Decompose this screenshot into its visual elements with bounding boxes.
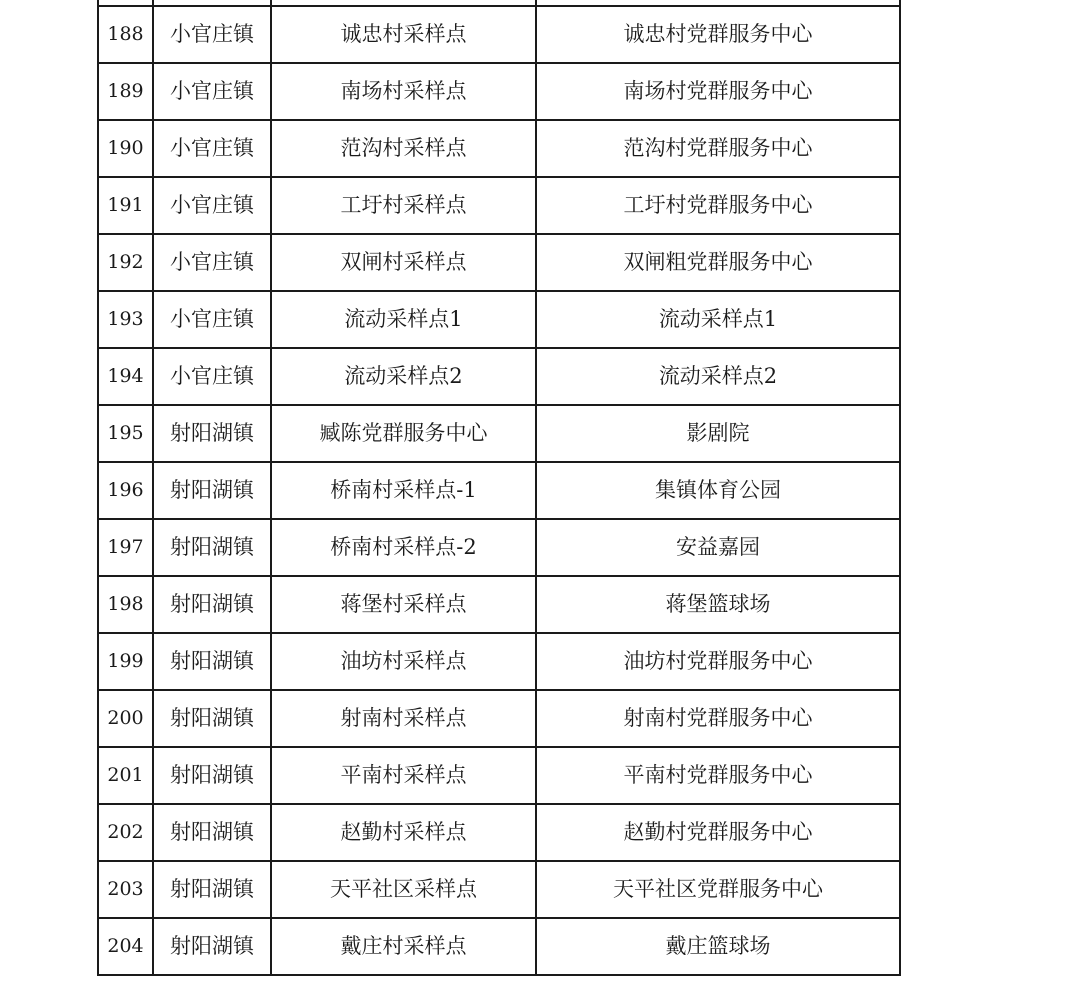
location-cell: 集镇体育公园 (536, 462, 900, 519)
row-number: 198 (98, 576, 153, 633)
town-cell: 射阳湖镇 (153, 633, 271, 690)
sampling-site-cell: 桥南村采样点-2 (271, 519, 536, 576)
town-cell: 小官庄镇 (153, 177, 271, 234)
row-number: 203 (98, 861, 153, 918)
location-cell: 戴庄篮球场 (536, 918, 900, 975)
location-cell: 赵勤村党群服务中心 (536, 804, 900, 861)
table-row (98, 234, 900, 291)
table-row (98, 462, 900, 519)
table-row (98, 576, 900, 633)
table-row (98, 6, 900, 63)
location-cell: 平南村党群服务中心 (536, 747, 900, 804)
row-number: 193 (98, 291, 153, 348)
sampling-site-cell: 流动采样点1 (271, 291, 536, 348)
sampling-site-cell: 射南村采样点 (271, 690, 536, 747)
location-cell: 工圩村党群服务中心 (536, 177, 900, 234)
row-number: 192 (98, 234, 153, 291)
table-row (98, 348, 900, 405)
sampling-site-cell: 流动采样点2 (271, 348, 536, 405)
location-cell: 南场村党群服务中心 (536, 63, 900, 120)
table-row (98, 747, 900, 804)
town-cell: 射阳湖镇 (153, 462, 271, 519)
sampling-site-cell: 臧陈党群服务中心 (271, 405, 536, 462)
table-row (98, 633, 900, 690)
table-row (98, 690, 900, 747)
row-number: 190 (98, 120, 153, 177)
town-cell: 小官庄镇 (153, 63, 271, 120)
sampling-site-cell: 南场村采样点 (271, 63, 536, 120)
table-row (98, 63, 900, 120)
table-row (98, 918, 900, 975)
row-number: 191 (98, 177, 153, 234)
location-cell: 影剧院 (536, 405, 900, 462)
table-row (98, 804, 900, 861)
sampling-site-table (97, 0, 901, 976)
town-cell: 小官庄镇 (153, 291, 271, 348)
sampling-site-cell: 工圩村采样点 (271, 177, 536, 234)
town-cell: 射阳湖镇 (153, 918, 271, 975)
table-row (98, 405, 900, 462)
sampling-site-cell: 蒋堡村采样点 (271, 576, 536, 633)
sampling-site-cell: 双闸村采样点 (271, 234, 536, 291)
table-row (98, 861, 900, 918)
sampling-site-cell: 诚忠村采样点 (271, 6, 536, 63)
town-cell: 小官庄镇 (153, 120, 271, 177)
town-cell: 射阳湖镇 (153, 405, 271, 462)
row-number: 201 (98, 747, 153, 804)
table-row (98, 120, 900, 177)
location-cell: 双闸粗党群服务中心 (536, 234, 900, 291)
row-number: 189 (98, 63, 153, 120)
sampling-site-cell: 戴庄村采样点 (271, 918, 536, 975)
row-number: 202 (98, 804, 153, 861)
location-cell: 天平社区党群服务中心 (536, 861, 900, 918)
location-cell: 流动采样点1 (536, 291, 900, 348)
row-number: 197 (98, 519, 153, 576)
sampling-site-table-page (97, 0, 899, 976)
row-number: 195 (98, 405, 153, 462)
row-number: 200 (98, 690, 153, 747)
town-cell: 射阳湖镇 (153, 804, 271, 861)
row-number: 188 (98, 6, 153, 63)
location-cell: 蒋堡篮球场 (536, 576, 900, 633)
location-cell: 油坊村党群服务中心 (536, 633, 900, 690)
town-cell: 射阳湖镇 (153, 861, 271, 918)
row-number: 194 (98, 348, 153, 405)
sampling-site-cell: 范沟村采样点 (271, 120, 536, 177)
location-cell: 流动采样点2 (536, 348, 900, 405)
location-cell: 安益嘉园 (536, 519, 900, 576)
table-row (98, 519, 900, 576)
town-cell: 小官庄镇 (153, 6, 271, 63)
location-cell: 范沟村党群服务中心 (536, 120, 900, 177)
town-cell: 射阳湖镇 (153, 519, 271, 576)
sampling-site-cell: 天平社区采样点 (271, 861, 536, 918)
location-cell: 诚忠村党群服务中心 (536, 6, 900, 63)
town-cell: 小官庄镇 (153, 348, 271, 405)
row-number: 196 (98, 462, 153, 519)
town-cell: 射阳湖镇 (153, 576, 271, 633)
town-cell: 射阳湖镇 (153, 690, 271, 747)
town-cell: 小官庄镇 (153, 234, 271, 291)
location-cell: 射南村党群服务中心 (536, 690, 900, 747)
sampling-site-cell: 油坊村采样点 (271, 633, 536, 690)
row-number: 204 (98, 918, 153, 975)
table-row (98, 177, 900, 234)
table-row (98, 291, 900, 348)
sampling-site-cell: 桥南村采样点-1 (271, 462, 536, 519)
sampling-site-cell: 平南村采样点 (271, 747, 536, 804)
row-number: 199 (98, 633, 153, 690)
town-cell: 射阳湖镇 (153, 747, 271, 804)
sampling-site-cell: 赵勤村采样点 (271, 804, 536, 861)
